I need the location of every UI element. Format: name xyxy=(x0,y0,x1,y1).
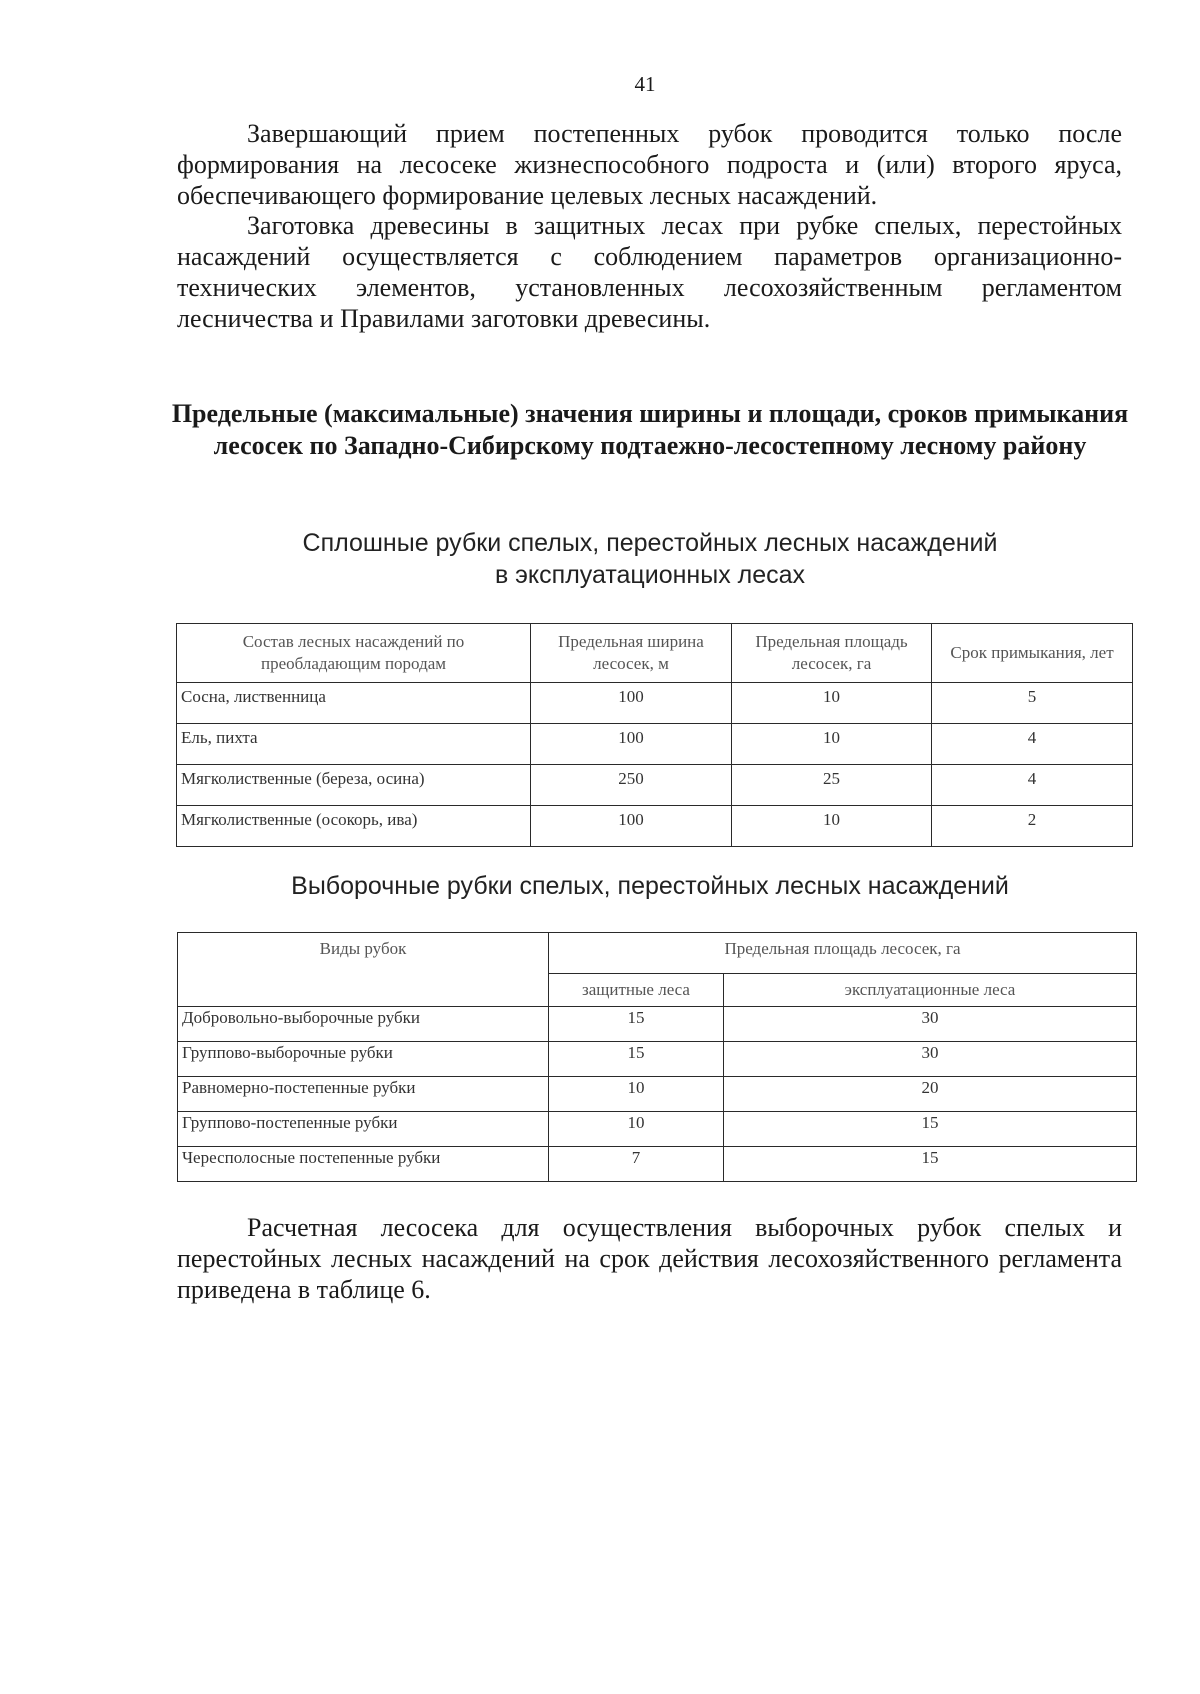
table-cell: 30 xyxy=(724,1007,1137,1042)
table-cell: 25 xyxy=(732,765,932,806)
table-row xyxy=(177,724,1133,765)
table-cell: Ель, пихта xyxy=(177,724,531,765)
table-cell: Группово-постепенные рубки xyxy=(178,1112,549,1147)
table-cell: Чересполосные постепенные рубки xyxy=(178,1147,549,1182)
table-cell: 15 xyxy=(724,1112,1137,1147)
paragraph-protective-forests: Заготовка древесины в защитных лесах при рубке спелых, перестойных насаждений осуществляется с соблюдением параметров организационно-технических элементов, установленных лесохозяйственным регламентом лесничества и Правилами заготовки древесины. xyxy=(177,211,1122,333)
table-cell: 10 xyxy=(732,806,932,847)
table-cell: Мягколиственные (осокорь, ива) xyxy=(177,806,531,847)
table-header-row xyxy=(178,933,1137,974)
table-cell: 4 xyxy=(932,765,1133,806)
table-row xyxy=(178,1112,1137,1147)
table-cell: 10 xyxy=(549,1112,724,1147)
table-row xyxy=(177,765,1133,806)
clear-cutting-table xyxy=(176,623,1133,847)
table-cell: 100 xyxy=(531,724,732,765)
table-cell: Мягколиственные (береза, осина) xyxy=(177,765,531,806)
table-row xyxy=(178,1077,1137,1112)
table-row xyxy=(178,1147,1137,1182)
table-cell: 30 xyxy=(724,1042,1137,1077)
table-cell: Равномерно-постепенные рубки xyxy=(178,1077,549,1112)
table-header-cell: эксплуатационные леса xyxy=(724,974,1137,1007)
table-header-row xyxy=(177,624,1133,683)
table-cell: 250 xyxy=(531,765,732,806)
table-cell: 15 xyxy=(724,1147,1137,1182)
table-cell: 4 xyxy=(932,724,1133,765)
table-cell: Добровольно-выборочные рубки xyxy=(178,1007,549,1042)
table-header-cell: Предельная площадь лесосек, га xyxy=(732,624,932,683)
table-cell: 15 xyxy=(549,1007,724,1042)
table-cell: 100 xyxy=(531,683,732,724)
table-cell: Сосна, лиственница xyxy=(177,683,531,724)
table-cell: 10 xyxy=(732,724,932,765)
table-cell: Группово-выборочные рубки xyxy=(178,1042,549,1077)
table-cell: 20 xyxy=(724,1077,1137,1112)
table-row xyxy=(178,1007,1137,1042)
table-cell: 5 xyxy=(932,683,1133,724)
table-row xyxy=(177,683,1133,724)
table-header-cell: Предельная ширина лесосек, м xyxy=(531,624,732,683)
table1-caption xyxy=(150,527,1150,591)
table-header-cell: Срок примыкания, лет xyxy=(932,624,1133,683)
table-cell: 100 xyxy=(531,806,732,847)
table-row xyxy=(178,1042,1137,1077)
table-cell: 10 xyxy=(549,1077,724,1112)
paragraph-estimated-cutting-area: Расчетная лесосека для осуществления выборочных рубок спелых и перестойных лесных насаждений на срок действия лесохозяйственного регламента приведена в таблице 6. xyxy=(177,1213,1122,1304)
table-header-cell: Состав лесных насаждений по преобладающим породам xyxy=(177,624,531,683)
table1-caption-line1: Сплошные рубки спелых, перестойных лесных насаждений xyxy=(302,529,998,557)
table-cell: 15 xyxy=(549,1042,724,1077)
page-number: 41 xyxy=(634,72,656,96)
table1-caption-line2: в эксплуатационных лесах xyxy=(494,561,806,589)
paragraph-final-cut: Завершающий прием постепенных рубок проводится только после формирования на лесосеке жизнеспособного подроста и (или) второго яруса, обеспечивающего формирование целевых лесных насаждений. xyxy=(177,119,1122,210)
table-cell: 2 xyxy=(932,806,1133,847)
selective-cutting-table xyxy=(177,932,1137,1182)
table-header-cell: Виды рубок xyxy=(178,933,549,1007)
table-row xyxy=(177,806,1133,847)
table-cell: 10 xyxy=(732,683,932,724)
table-header-cell: защитные леса xyxy=(549,974,724,1007)
table-cell: 7 xyxy=(549,1147,724,1182)
table2-caption: Выборочные рубки спелых, перестойных лесных насаждений xyxy=(291,872,1009,900)
table-header-cell: Предельная площадь лесосек, га xyxy=(549,933,1137,974)
section-heading: Предельные (максимальные) значения ширины и площади, сроков примыкания лесосек по Западно-Сибирскому подтаежно-лесостепному лесному району xyxy=(171,399,1129,460)
